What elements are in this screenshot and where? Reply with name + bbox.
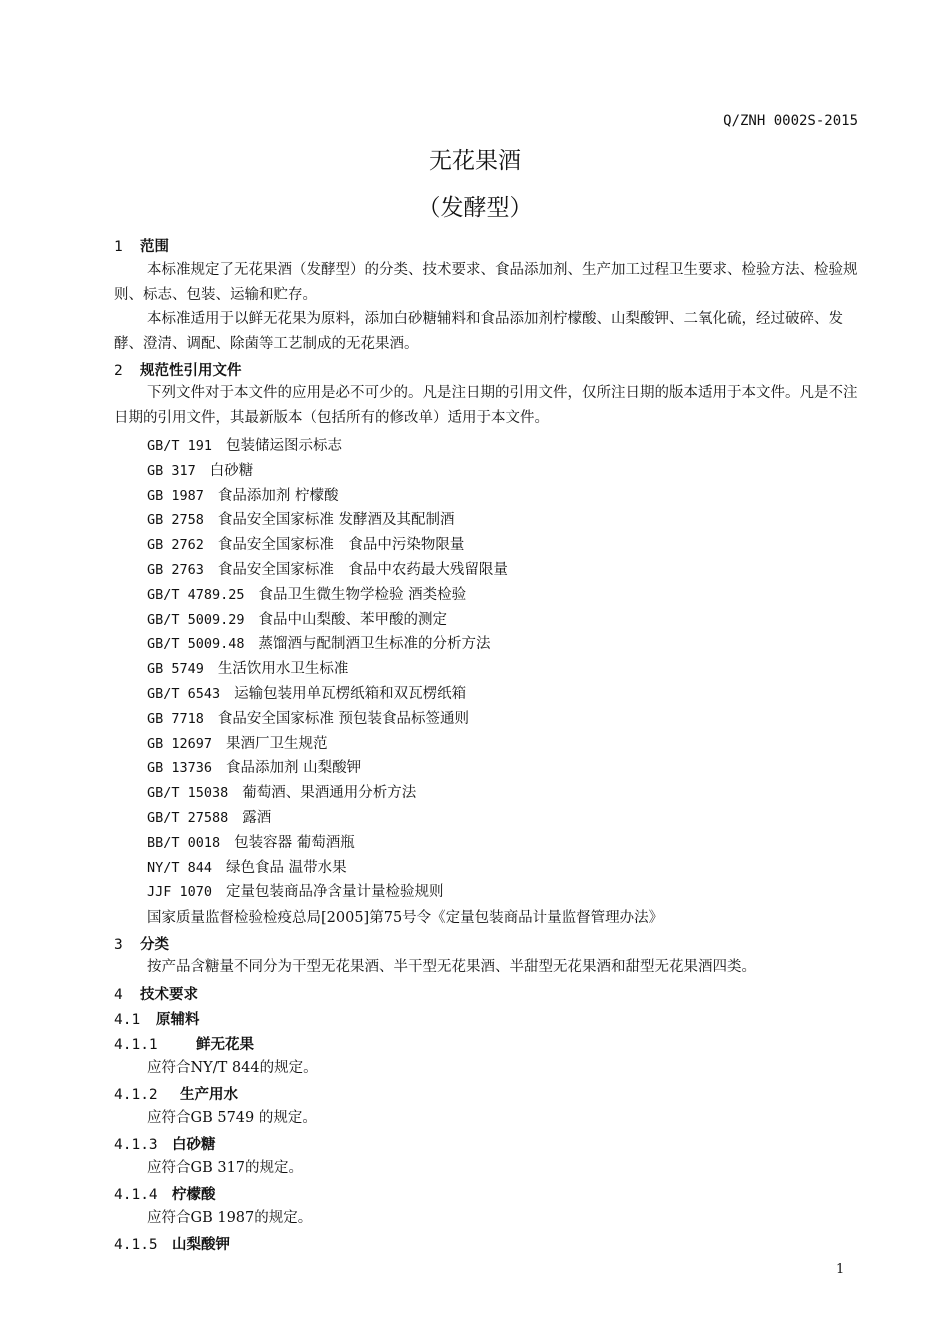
reference-title: 食品卫生微生物学检验 酒类检验 [258, 586, 467, 603]
reference-item [147, 831, 355, 852]
classification-paragraph: 按产品含糖量不同分为干型无花果酒、半干型无花果酒、半甜型无花果酒和甜型无花果酒四类。 [147, 959, 756, 975]
references-intro-paragraph: 下列文件对于本文件的应用是必不可少的。凡是注日期的引用文件，仅所注日期的版本适用于本文件。凡是不注日期的引用文件，其最新版本（包括所有的修改单）适用于本文件。 [114, 385, 858, 426]
reference-code: GB/T 5009.29 [147, 611, 245, 628]
reference-item [147, 732, 328, 753]
clause-text-white-sugar: 应符合GB 317的规定。 [147, 1160, 304, 1176]
reference-item [147, 508, 455, 529]
section-heading-classification: 3 分类 [114, 937, 169, 953]
reference-item [147, 657, 348, 678]
reference-title: 食品安全国家标准 发酵酒及其配制酒 [217, 512, 455, 529]
document-title: 无花果酒 [429, 148, 521, 174]
decree-reference: 国家质量监督检验检疫总局[2005]第75号令《定量包装商品计量监督管理办法》 [147, 910, 664, 926]
standard-code: Q/ZNH 0002S-2015 [723, 113, 858, 129]
reference-code: GB 12697 [147, 735, 213, 752]
reference-title: 蒸馏酒与配制酒卫生标准的分析方法 [258, 636, 491, 653]
reference-item [147, 583, 466, 604]
reference-item [147, 484, 339, 505]
reference-title: 白砂糖 [209, 462, 254, 479]
reference-title: 绿色食品 温带水果 [226, 859, 347, 876]
reference-item [147, 632, 491, 653]
reference-item [147, 806, 271, 827]
clause-text-fresh-fig: 应符合NY/T 844的规定。 [147, 1060, 318, 1076]
reference-item [147, 459, 253, 480]
reference-code: GB/T 4789.25 [147, 586, 245, 603]
reference-code: NY/T 844 [147, 859, 213, 876]
reference-code: GB 2762 [147, 537, 204, 554]
reference-title: 食品安全国家标准 食品中污染物限量 [217, 537, 465, 554]
reference-title: 食品安全国家标准 食品中农药最大残留限量 [217, 562, 508, 578]
reference-code: GB/T 15038 [147, 785, 229, 802]
clause-heading-potassium-sorbate: 4.1.5 山梨酸钾 [114, 1237, 230, 1253]
reference-title: 食品添加剂 柠檬酸 [217, 487, 339, 504]
reference-code: GB/T 191 [147, 438, 213, 454]
section-heading-normative-references: 2 规范性引用文件 [114, 363, 242, 379]
page-number: 1 [836, 1262, 845, 1277]
reference-title: 葡萄酒、果酒通用分析方法 [242, 785, 417, 802]
reference-code: GB 1987 [147, 487, 204, 504]
scope-paragraph-2: 本标准适用于以鲜无花果为原料，添加白砂糖辅料和食品添加剂柠檬酸、山梨酸钾、二氧化硫，经过破碎、发酵、澄清、调配、除菌等工艺制成的无花果酒。 [114, 311, 843, 352]
reference-title: 运输包装用单瓦楞纸箱和双瓦楞纸箱 [234, 686, 467, 702]
reference-item [147, 533, 464, 554]
reference-title: 食品安全国家标准 预包装食品标签通则 [217, 710, 470, 727]
reference-item [147, 682, 466, 703]
reference-title: 露酒 [242, 810, 272, 826]
clause-heading-fresh-fig: 4.1.1 鲜无花果 [114, 1037, 254, 1053]
reference-code: GB 5749 [147, 661, 204, 678]
clause-heading-citric-acid: 4.1.4 柠檬酸 [114, 1187, 216, 1203]
reference-item [147, 558, 508, 579]
reference-item [147, 856, 347, 877]
document-subtitle: （发酵型） [417, 195, 533, 221]
reference-title: 包装储运图示标志 [226, 438, 343, 454]
reference-code: JJF 1070 [147, 884, 213, 901]
clause-text-citric-acid: 应符合GB 1987的规定。 [147, 1210, 313, 1226]
reference-title: 包装容器 葡萄酒瓶 [234, 834, 355, 851]
reference-item [147, 707, 469, 728]
subsection-heading-raw-materials: 4.1 原辅料 [114, 1012, 200, 1028]
section-heading-scope: 1 范围 [114, 239, 169, 255]
reference-code: GB/T 6543 [147, 686, 221, 702]
reference-code: GB/T 5009.48 [147, 636, 245, 653]
clause-heading-production-water: 4.1.2 生产用水 [114, 1087, 238, 1103]
reference-code: GB 2758 [147, 512, 204, 529]
reference-code: GB/T 27588 [147, 810, 229, 826]
reference-title: 果酒厂卫生规范 [226, 735, 328, 752]
reference-title: 生活饮用水卫生标准 [217, 661, 349, 678]
reference-item [147, 608, 447, 629]
reference-code: BB/T 0018 [147, 834, 221, 851]
reference-code: GB 7718 [147, 710, 204, 727]
reference-title: 食品添加剂 山梨酸钾 [226, 760, 362, 777]
reference-item [147, 756, 361, 777]
reference-code: GB 317 [147, 462, 196, 479]
section-heading-technical-requirements: 4 技术要求 [114, 987, 198, 1003]
reference-item [147, 781, 416, 802]
scope-paragraph-1: 本标准规定了无花果酒（发酵型）的分类、技术要求、食品添加剂、生产加工过程卫生要求、检验方法、检验规则、标志、包装、运输和贮存。 [114, 262, 858, 303]
clause-text-production-water: 应符合GB 5749 的规定。 [147, 1110, 317, 1126]
reference-item [147, 880, 444, 901]
clause-heading-white-sugar: 4.1.3 白砂糖 [114, 1137, 216, 1153]
reference-title: 食品中山梨酸、苯甲酸的测定 [258, 611, 448, 628]
reference-item [147, 434, 342, 455]
reference-code: GB 2763 [147, 562, 204, 578]
reference-title: 定量包装商品净含量计量检验规则 [226, 884, 444, 901]
reference-code: GB 13736 [147, 760, 213, 777]
